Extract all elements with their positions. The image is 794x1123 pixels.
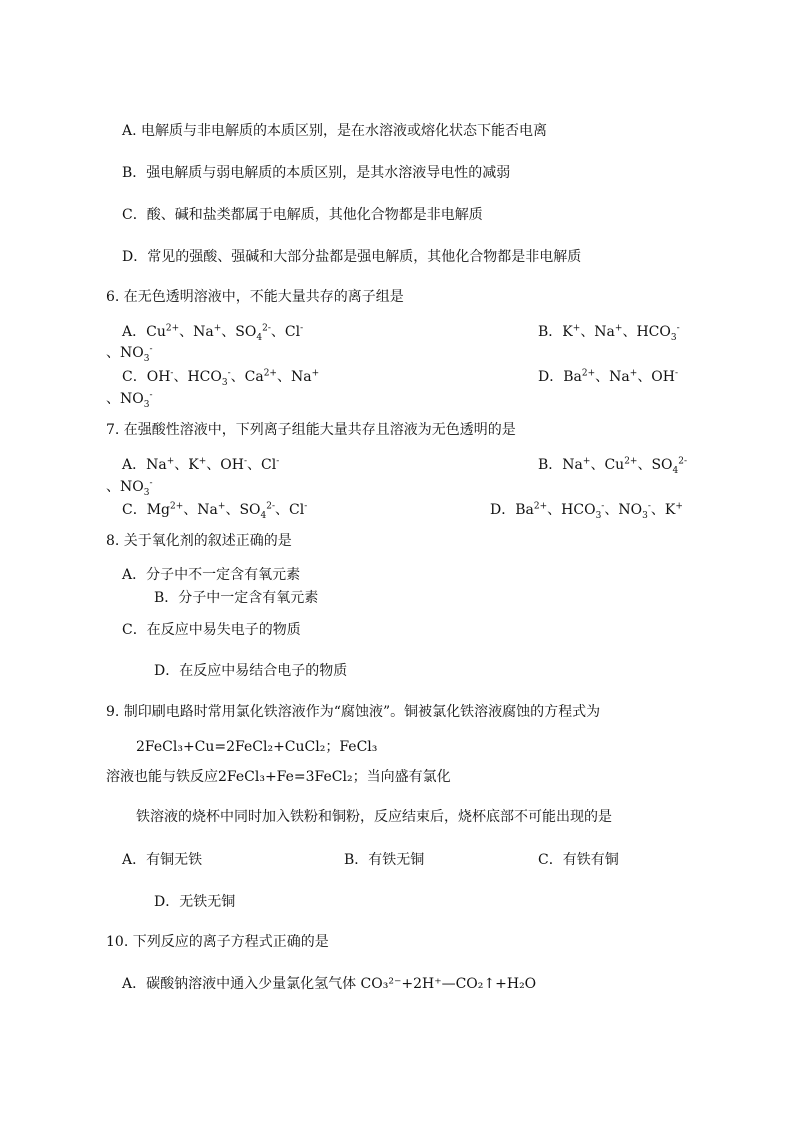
q6-option-d: D．$Ba^{2+}$、Na+、OH- <box>538 368 679 385</box>
q10-stem: 10. 下列反应的离子方程式正确的是 <box>106 934 329 950</box>
q5-option-a: A. 电解质与非电解质的本质区别，是在水溶液或熔化状态下能否电离 <box>122 123 548 139</box>
q9-option-c: C．有铁有铜 <box>538 852 619 868</box>
q9-stem-continued: 铁溶液的烧杯中同时加入铁粉和铜粉，反应结束后，烧杯底部不可能出现的是 <box>136 809 612 825</box>
q6-option-b: B．K+、Na+、$HCO_3^-$ <box>538 323 680 343</box>
q7-option-b-wrap: 、$NO_3^-$ <box>106 478 153 498</box>
q8-stem: 8. 关于氧化剂的叙述正确的是 <box>106 533 292 549</box>
q9-option-d: D．无铁无铜 <box>154 894 236 910</box>
q9-equation-2: 溶液也能与铁反应2FeCl₃+Fe=3FeCl₂；当向盛有氯化 <box>106 769 451 785</box>
q8-option-d: D．在反应中易结合电子的物质 <box>154 663 348 679</box>
q7-option-a: A．Na+、K+、OH-、Cl- <box>122 456 280 473</box>
q8-option-c: C．在反应中易失电子的物质 <box>122 622 301 638</box>
q8-option-b: B．分子中一定含有氧元素 <box>154 590 319 606</box>
q9-option-a: A．有铜无铁 <box>122 852 203 868</box>
q6-option-b-wrap: 、$NO_3^-$ <box>106 344 153 364</box>
q6-option-a: A．$Cu^{2+}$、Na+、$SO_4^{2-}$、Cl- <box>122 323 304 343</box>
q9-option-b: B．有铁无铜 <box>344 852 425 868</box>
q7-option-d: D．$Ba^{2+}$、$HCO_3^-$、$NO_3^-$、K+ <box>490 501 683 521</box>
q9-equation-1: 2FeCl₃+Cu=2FeCl₂+CuCl₂；FeCl₃ <box>136 739 378 755</box>
q6-option-c: C．OH-、$HCO_3^-$、$Ca^{2+}$、Na+ <box>122 368 320 388</box>
q9-stem: 9. 制印刷电路时常用氯化铁溶液作为“腐蚀液”。铜被氯化铁溶液腐蚀的方程式为 <box>106 704 601 720</box>
q6-stem: 6. 在无色透明溶液中，不能大量共存的离子组是 <box>106 289 404 305</box>
q7-option-b: B．Na+、$Cu^{2+}$、$SO_4^{2-}$ <box>538 456 688 476</box>
q5-option-c: C．酸、碱和盐类都属于电解质，其他化合物都是非电解质 <box>122 207 483 223</box>
q7-stem: 7. 在强酸性溶液中，下列离子组能大量共存且溶液为无色透明的是 <box>106 422 516 438</box>
q6-option-d-wrap: 、$NO_3^-$ <box>106 390 153 410</box>
q7-option-c: C．$Mg^{2+}$、Na+、$SO_4^{2-}$、Cl- <box>122 501 308 521</box>
q5-option-b: B．强电解质与弱电解质的本质区别，是其水溶液导电性的减弱 <box>122 165 511 181</box>
q10-option-a: A．碳酸钠溶液中通入少量氯化氢气体 CO₃²⁻+2H⁺—CO₂↑+H₂O <box>122 976 537 992</box>
q8-option-a: A．分子中不一定含有氧元素 <box>122 567 301 583</box>
q5-option-d: D．常见的强酸、强碱和大部分盐都是强电解质，其他化合物都是非电解质 <box>122 249 582 265</box>
